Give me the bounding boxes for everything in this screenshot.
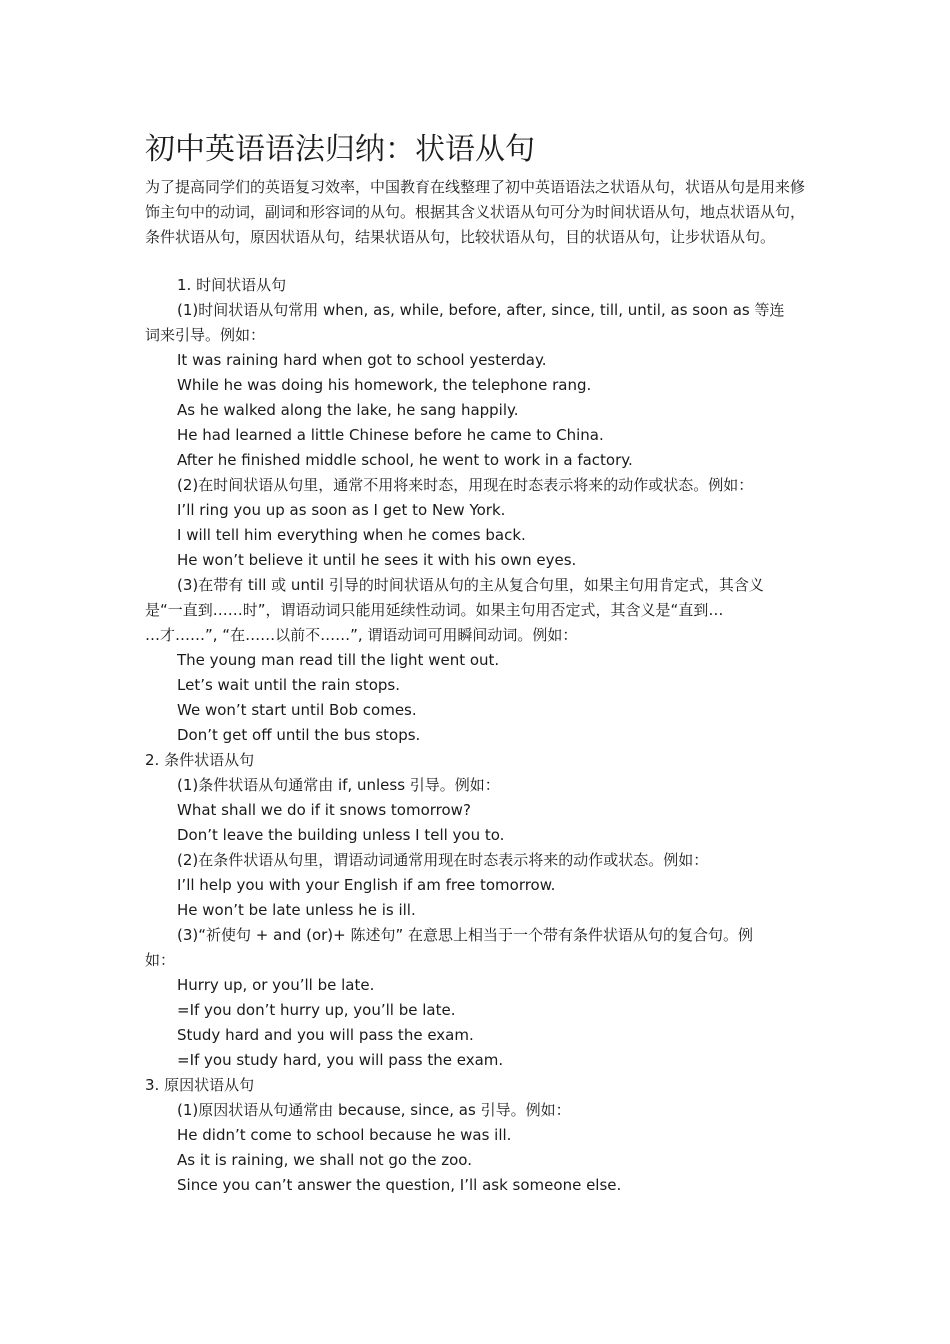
text-line: We won’t start until Bob comes. (177, 701, 417, 719)
text-line: After he finished middle school, he went to work in a factory. (177, 451, 633, 469)
text-line: Let’s wait until the rain stops. (177, 676, 400, 694)
text-line: 是“一直到……时”，谓语动词只能用延续性动词。如果主句用否定式，其含义是“直到… (145, 601, 724, 619)
text-line: …才……”, “在……以前不……”, 谓语动词可用瞬间动词。例如： (145, 626, 578, 644)
text-line: I’ll ring you up as soon as I get to New York. (177, 501, 506, 519)
text-line: While he was doing his homework, the telephone rang. (177, 376, 592, 394)
text-line: As he walked along the lake, he sang happily. (177, 401, 519, 419)
text-line: 2. 条件状语从句 (145, 751, 255, 769)
text-line: Don’t leave the building unless I tell you to. (177, 826, 505, 844)
text-line: 如： (145, 951, 176, 969)
page-title: 初中英语语法归纳：状语从句 (145, 132, 535, 167)
text-line: I will tell him everything when he comes back. (177, 526, 526, 544)
text-line: (3)在带有 till 或 until 引导的时间状语从句的主从复合句里，如果主句用肯定式，其含义 (177, 576, 764, 594)
text-line: The young man read till the light went out. (177, 651, 500, 669)
text-line: 1. 时间状语从句 (177, 276, 287, 294)
text-line: He won’t be late unless he is ill. (177, 901, 416, 919)
text-line: Study hard and you will pass the exam. (177, 1026, 474, 1044)
text-line: Since you can’t answer the question, I’ll ask someone else. (177, 1176, 622, 1194)
text-line: Don’t get off until the bus stops. (177, 726, 421, 744)
text-line: What shall we do if it snows tomorrow? (177, 801, 471, 819)
text-line: 词来引导。例如： (145, 326, 266, 344)
text-line: (1)原因状语从句通常由 because, since, as 引导。例如： (177, 1101, 571, 1119)
intro-paragraph: 为了提高同学们的英语复习效率，中国教育在线整理了初中英语语法之状语从句，状语从句是用来修饰主句中的动词，副词和形容词的从句。根据其含义状语从句可分为时间状语从句，地点状语从句，条件状语从句，原因状语从句，结果状语从句，比较状语从句，目的状语从句，让步状语从句。 (145, 178, 806, 246)
text-line: (1)时间状语从句常用 when, as, while, before, after, since, till, until, as soon as 等连 (177, 301, 785, 319)
text-line: He had learned a little Chinese before he came to China. (177, 426, 604, 444)
text-line: It was raining hard when got to school yesterday. (177, 351, 547, 369)
text-line: I’ll help you with your English if am free tomorrow. (177, 876, 556, 894)
text-line: (2)在条件状语从句里，谓语动词通常用现在时态表示将来的动作或状态。例如： (177, 851, 709, 869)
text-line: He didn’t come to school because he was ill. (177, 1126, 512, 1144)
text-line: =If you don’t hurry up, you’ll be late. (177, 1001, 456, 1019)
text-line: (1)条件状语从句通常由 if, unless 引导。例如： (177, 776, 500, 794)
text-line: Hurry up, or you’ll be late. (177, 976, 375, 994)
text-line: (2)在时间状语从句里，通常不用将来时态，用现在时态表示将来的动作或状态。例如： (177, 476, 754, 494)
text-line: (3)“祈使句 + and (or)+ 陈述句” 在意思上相当于一个带有条件状语从句的复合句。例 (177, 926, 754, 944)
text-line: As it is raining, we shall not go the zoo. (177, 1151, 472, 1169)
body-lines (0, 273, 950, 1198)
text-line: 3. 原因状语从句 (145, 1076, 255, 1094)
text-line: =If you study hard, you will pass the exam. (177, 1051, 504, 1069)
text-line: He won’t believe it until he sees it with his own eyes. (177, 551, 577, 569)
